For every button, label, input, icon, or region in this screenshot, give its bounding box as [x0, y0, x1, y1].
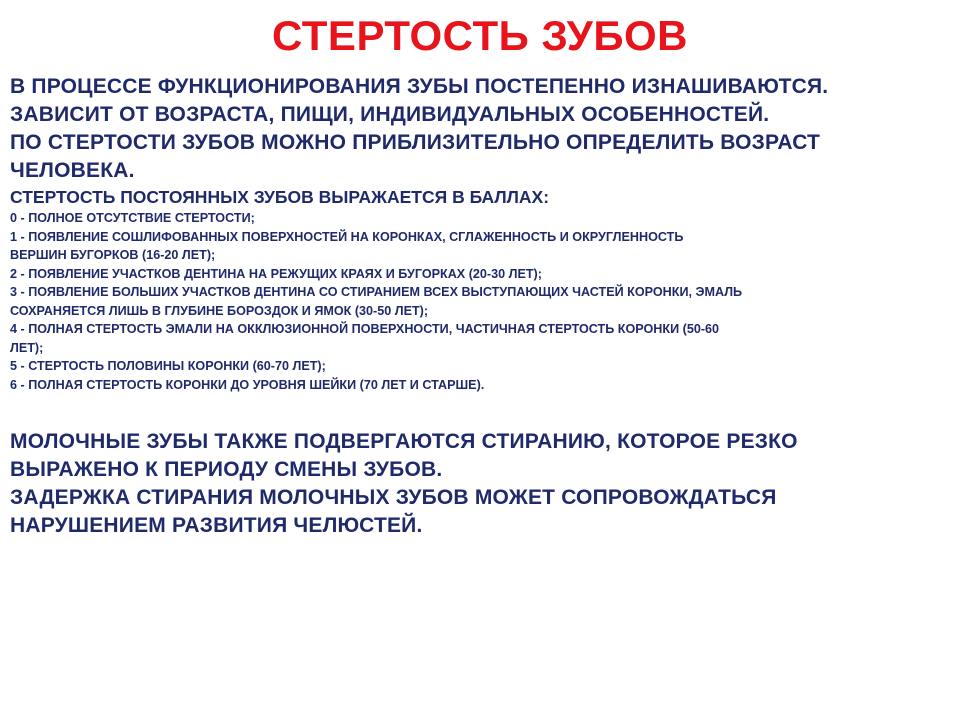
intro-block: [10, 73, 955, 185]
milk-line: ЗАДЕРЖКА СТИРАНИЯ МОЛОЧНЫХ ЗУБОВ МОЖЕТ СОПРОВОЖДАТЬСЯ: [10, 486, 777, 509]
scale-line: 3 - ПОЯВЛЕНИЕ БОЛЬШИХ УЧАСТКОВ ДЕНТИНА СО СТИРАНИЕМ ВСЕХ ВЫСТУПАЮЩИХ ЧАСТЕЙ КОРОНКИ, ЭМАЛЬ: [10, 285, 743, 299]
scale-line: 5 - СТЕРТОСТЬ ПОЛОВИНЫ КОРОНКИ (60-70 ЛЕТ);: [10, 359, 326, 373]
wear-scale-block: [10, 185, 955, 394]
intro-line: В ПРОЦЕССЕ ФУНКЦИОНИРОВАНИЯ ЗУБЫ ПОСТЕПЕННО ИЗНАШИВАЮТСЯ.: [10, 75, 829, 98]
milk-line: ВЫРАЖЕНО К ПЕРИОДУ СМЕНЫ ЗУБОВ.: [10, 458, 443, 481]
intro-line: ЗАВИСИТ ОТ ВОЗРАСТА, ПИЩИ, ИНДИВИДУАЛЬНЫХ ОСОБЕННОСТЕЙ.: [10, 103, 770, 126]
milk-teeth-block: [10, 428, 955, 540]
scale-line: ЛЕТ);: [10, 340, 44, 355]
slide-title: СТЕРТОСТЬ ЗУБОВ: [271, 12, 688, 59]
intro-line: ЧЕЛОВЕКА.: [10, 159, 135, 182]
intro-line: ПО СТЕРТОСТИ ЗУБОВ МОЖНО ПРИБЛИЗИТЕЛЬНО ОПРЕДЕЛИТЬ ВОЗРАСТ: [10, 131, 821, 154]
scale-line: 2 - ПОЯВЛЕНИЕ УЧАСТКОВ ДЕНТИНА НА РЕЖУЩИХ КРАЯХ И БУГОРКАХ (20-30 ЛЕТ);: [10, 266, 542, 281]
milk-line: НАРУШЕНИЕМ РАЗВИТИЯ ЧЕЛЮСТЕЙ.: [10, 514, 423, 537]
scale-line: 4 - ПОЛНАЯ СТЕРТОСТЬ ЭМАЛИ НА ОККЛЮЗИОННОЙ ПОВЕРХНОСТИ, ЧАСТИЧНАЯ СТЕРТОСТЬ КОРОНКИ (50-60: [10, 322, 720, 336]
scale-line: 6 - ПОЛНАЯ СТЕРТОСТЬ КОРОНКИ ДО УРОВНЯ ШЕЙКИ (70 ЛЕТ И СТАРШЕ).: [10, 377, 485, 392]
milk-line: МОЛОЧНЫЕ ЗУБЫ ТАКЖЕ ПОДВЕРГАЮТСЯ СТИРАНИЮ, КОТОРОЕ РЕЗКО: [10, 430, 798, 453]
scale-line: 0 - ПОЛНОЕ ОТСУТСТВИЕ СТЕРТОСТИ;: [10, 211, 255, 225]
slide-content: [10, 73, 955, 540]
scale-line: СОХРАНЯЕТСЯ ЛИШЬ В ГЛУБИНЕ БОРОЗДОК И ЯМОК (30-50 ЛЕТ);: [10, 303, 429, 318]
spacer: [10, 394, 955, 428]
scale-heading: СТЕРТОСТЬ ПОСТОЯННЫХ ЗУБОВ ВЫРАЖАЕТСЯ В БАЛЛАХ:: [10, 187, 550, 207]
scale-line: 1 - ПОЯВЛЕНИЕ СОШЛИФОВАННЫХ ПОВЕРХНОСТЕЙ НА КОРОНКАХ, СГЛАЖЕННОСТЬ И ОКРУГЛЕННОСТЬ: [10, 229, 684, 244]
scale-line: ВЕРШИН БУГОРКОВ (16-20 ЛЕТ);: [10, 248, 216, 262]
